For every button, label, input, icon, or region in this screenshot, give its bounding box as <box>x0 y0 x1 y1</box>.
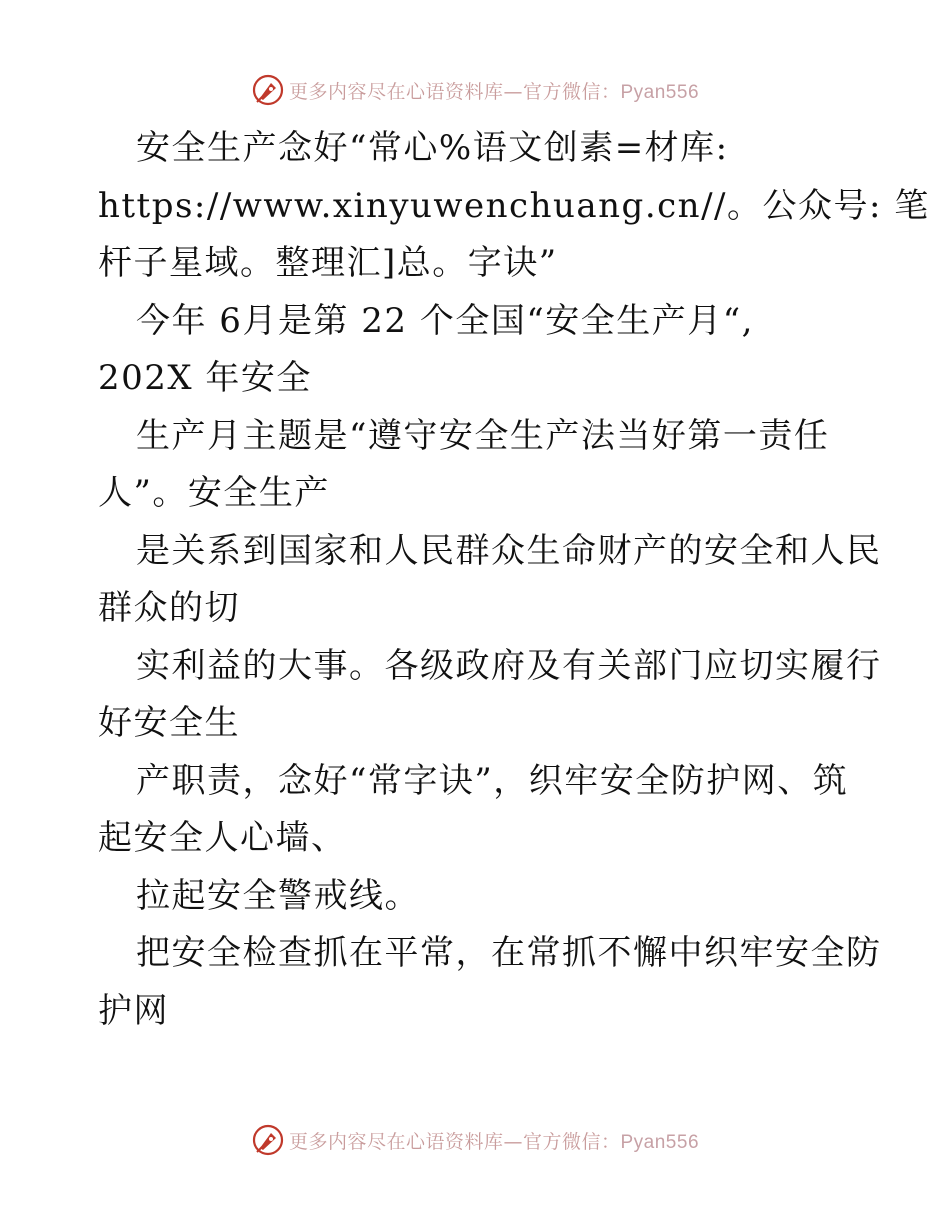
footer-banner <box>0 1120 950 1160</box>
header-banner <box>0 70 950 110</box>
text-line: 护网 <box>98 990 169 1031</box>
text-line: 实利益的大事。各级政府及有关部门应切实履行 <box>136 645 882 686</box>
document-body <box>98 120 930 1040</box>
pen-nib-logo-icon <box>251 73 285 107</box>
text-line: 今年 6月是第 22 个全国“安全生产月“, <box>136 300 754 341</box>
header-banner-text <box>289 77 699 104</box>
text-line: 产职责，念好“常字诀”，织牢安全防护网、筑 <box>136 760 849 801</box>
text-line: 是关系到国家和人民群众生命财产的安全和人民 <box>136 530 882 571</box>
text-line: 安全生产念好“常心%语文创素=材库: <box>136 128 729 168</box>
footer-banner-text <box>289 1127 699 1154</box>
text-line: 杆子星域。整理汇]总。字诀” <box>98 243 558 283</box>
header-banner-label: 更多内容尽在心语资料库—官方微信： <box>288 80 621 103</box>
footer-banner-id: Pyan556 <box>620 1131 700 1153</box>
text-line: 202X 年安全 <box>98 358 312 398</box>
text-line: 起安全人心墙、 <box>98 818 347 858</box>
header-banner-id: Pyan556 <box>620 81 700 103</box>
pen-nib-logo-icon <box>251 1123 285 1157</box>
text-line: 好安全生 <box>98 703 240 743</box>
text-line: 把安全检查抓在平常，在常抓不懈中织牢安全防 <box>136 933 882 973</box>
text-line: 生产月主题是“遵守安全生产法当好第一责任 <box>136 415 830 456</box>
text-line: 拉起安全警戒线。 <box>136 875 420 916</box>
footer-banner-label: 更多内容尽在心语资料库—官方微信： <box>288 1130 621 1153</box>
text-line: 人”。安全生产 <box>98 473 330 513</box>
text-line: 群众的切 <box>98 588 240 628</box>
text-line: https://www.xinyuwenchuang.cn//。公众号: 笔 <box>98 185 930 226</box>
